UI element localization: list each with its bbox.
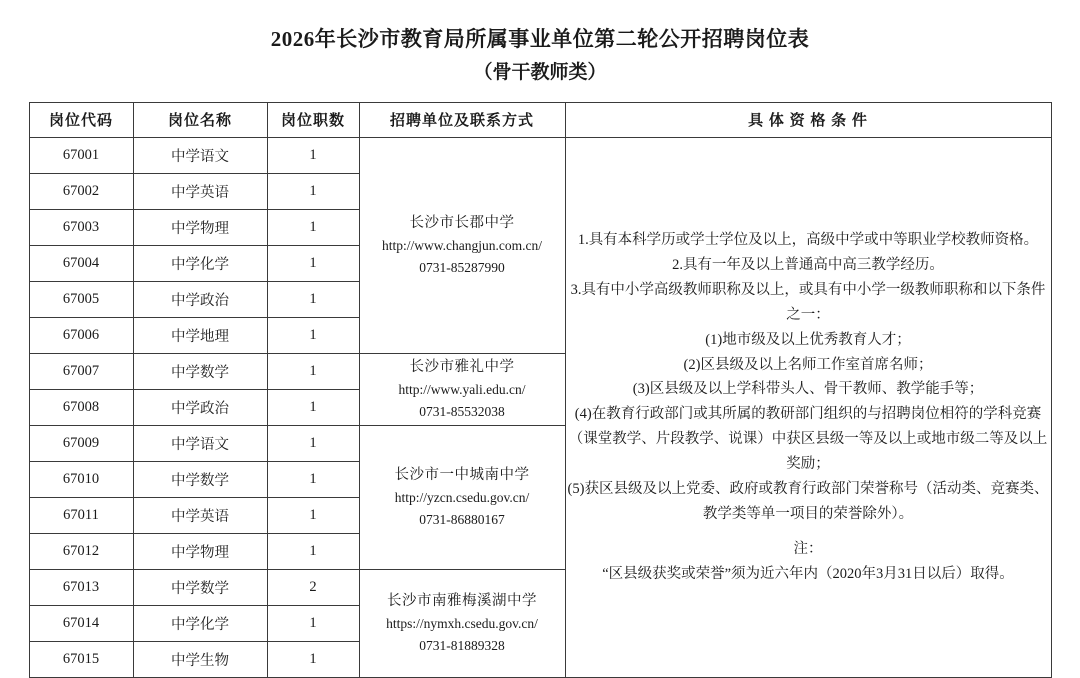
cell-name: 中学政治	[133, 281, 267, 317]
document-title-block	[0, 0, 1080, 88]
job-table	[29, 102, 1052, 678]
table-row	[29, 137, 1051, 173]
cell-requirements	[565, 137, 1051, 677]
column-header-unit: 招聘单位及联系方式	[359, 102, 565, 137]
cell-name: 中学英语	[133, 497, 267, 533]
cell-name: 中学语文	[133, 425, 267, 461]
cell-code: 67012	[29, 533, 133, 569]
unit-url[interactable]: http://www.changjun.com.cn/	[382, 238, 542, 254]
cell-name: 中学生物	[133, 641, 267, 677]
cell-unit	[359, 137, 565, 353]
cell-count: 1	[267, 461, 359, 497]
unit-name: 长沙市雅礼中学	[409, 358, 515, 375]
cell-code: 67003	[29, 209, 133, 245]
requirement-line-4: (1)地市级及以上优秀教育人才；	[705, 331, 911, 348]
cell-count: 1	[267, 605, 359, 641]
cell-name: 中学化学	[133, 605, 267, 641]
column-header-code: 岗位代码	[29, 102, 133, 137]
cell-code: 67007	[29, 353, 133, 389]
cell-code: 67008	[29, 389, 133, 425]
cell-count: 1	[267, 317, 359, 353]
column-header-count: 岗位职数	[267, 102, 359, 137]
unit-name: 长沙市一中城南中学	[394, 466, 530, 483]
cell-code: 67010	[29, 461, 133, 497]
cell-code: 67002	[29, 173, 133, 209]
cell-name: 中学政治	[133, 389, 267, 425]
unit-url[interactable]: https://nymxh.csedu.gov.cn/	[386, 616, 538, 632]
cell-name: 中学数学	[133, 461, 267, 497]
cell-code: 67005	[29, 281, 133, 317]
cell-code: 67015	[29, 641, 133, 677]
requirement-line-6: (3)区县级及以上学科带头人、骨干教师、教学能手等；	[632, 381, 984, 398]
unit-telephone: 0731-86880167	[419, 512, 505, 528]
cell-code: 67006	[29, 317, 133, 353]
column-header-requirements: 具 体 资 格 条 件	[565, 102, 1051, 137]
unit-name: 长沙市长郡中学	[409, 214, 515, 231]
page-title: 2026年长沙市教育局所属事业单位第二轮公开招聘岗位表	[270, 27, 810, 51]
cell-code: 67004	[29, 245, 133, 281]
cell-name: 中学物理	[133, 209, 267, 245]
unit-telephone: 0731-85532038	[419, 404, 505, 420]
cell-count: 2	[267, 569, 359, 605]
unit-name: 长沙市南雅梅溪湖中学	[387, 592, 537, 609]
requirement-line-7: (4)在教育行政部门或其所属的教研部门组织的与招聘岗位相符的学科竞赛（课堂教学、片段教学、说课）中获区县级一等及以上或地市级二等及以上奖励；	[568, 406, 1048, 473]
unit-url[interactable]: http://www.yali.edu.cn/	[398, 382, 526, 398]
requirement-note-text: “区县级获奖或荣誉”须为近六年内（2020年3月31日以后）取得。	[602, 566, 1014, 583]
table-header-row	[29, 102, 1051, 137]
cell-name: 中学地理	[133, 317, 267, 353]
cell-name: 中学化学	[133, 245, 267, 281]
requirement-line-3: 3.具有中小学高级教师职称及以上，或具有中小学一级教师职称和以下条件之一：	[570, 281, 1046, 323]
cell-count: 1	[267, 173, 359, 209]
column-header-name: 岗位名称	[133, 102, 267, 137]
unit-telephone: 0731-85287990	[419, 260, 505, 276]
cell-count: 1	[267, 389, 359, 425]
cell-name: 中学数学	[133, 353, 267, 389]
cell-code: 67009	[29, 425, 133, 461]
cell-code: 67011	[29, 497, 133, 533]
cell-code: 67014	[29, 605, 133, 641]
cell-code: 67001	[29, 137, 133, 173]
cell-count: 1	[267, 137, 359, 173]
unit-telephone: 0731-81889328	[419, 638, 505, 654]
cell-unit	[359, 569, 565, 677]
cell-count: 1	[267, 497, 359, 533]
requirement-spacer	[566, 527, 1051, 537]
requirement-line-5: (2)区县级及以上名师工作室首席名师；	[683, 356, 933, 373]
cell-count: 1	[267, 245, 359, 281]
cell-name: 中学数学	[133, 569, 267, 605]
cell-count: 1	[267, 281, 359, 317]
cell-name: 中学物理	[133, 533, 267, 569]
cell-count: 1	[267, 533, 359, 569]
unit-url[interactable]: http://yzcn.csedu.gov.cn/	[394, 490, 530, 506]
requirement-line-8: (5)获区县级及以上党委、政府或教育行政部门荣誉称号（活动类、竞赛类、教学类等单一项目的荣誉除外）。	[567, 481, 1049, 523]
cell-name: 中学语文	[133, 137, 267, 173]
requirement-line-2: 2.具有一年及以上普通高中高三教学经历。	[672, 256, 944, 273]
requirement-line-1: 1.具有本科学历或学士学位及以上，高级中学或中等职业学校教师资格。	[577, 231, 1039, 248]
cell-count: 1	[267, 641, 359, 677]
page-subtitle: （骨干教师类）	[473, 61, 607, 83]
cell-count: 1	[267, 425, 359, 461]
cell-unit	[359, 425, 565, 569]
cell-code: 67013	[29, 569, 133, 605]
cell-count: 1	[267, 353, 359, 389]
requirement-note-label: 注：	[793, 541, 823, 558]
cell-name: 中学英语	[133, 173, 267, 209]
cell-unit	[359, 353, 565, 425]
cell-count: 1	[267, 209, 359, 245]
